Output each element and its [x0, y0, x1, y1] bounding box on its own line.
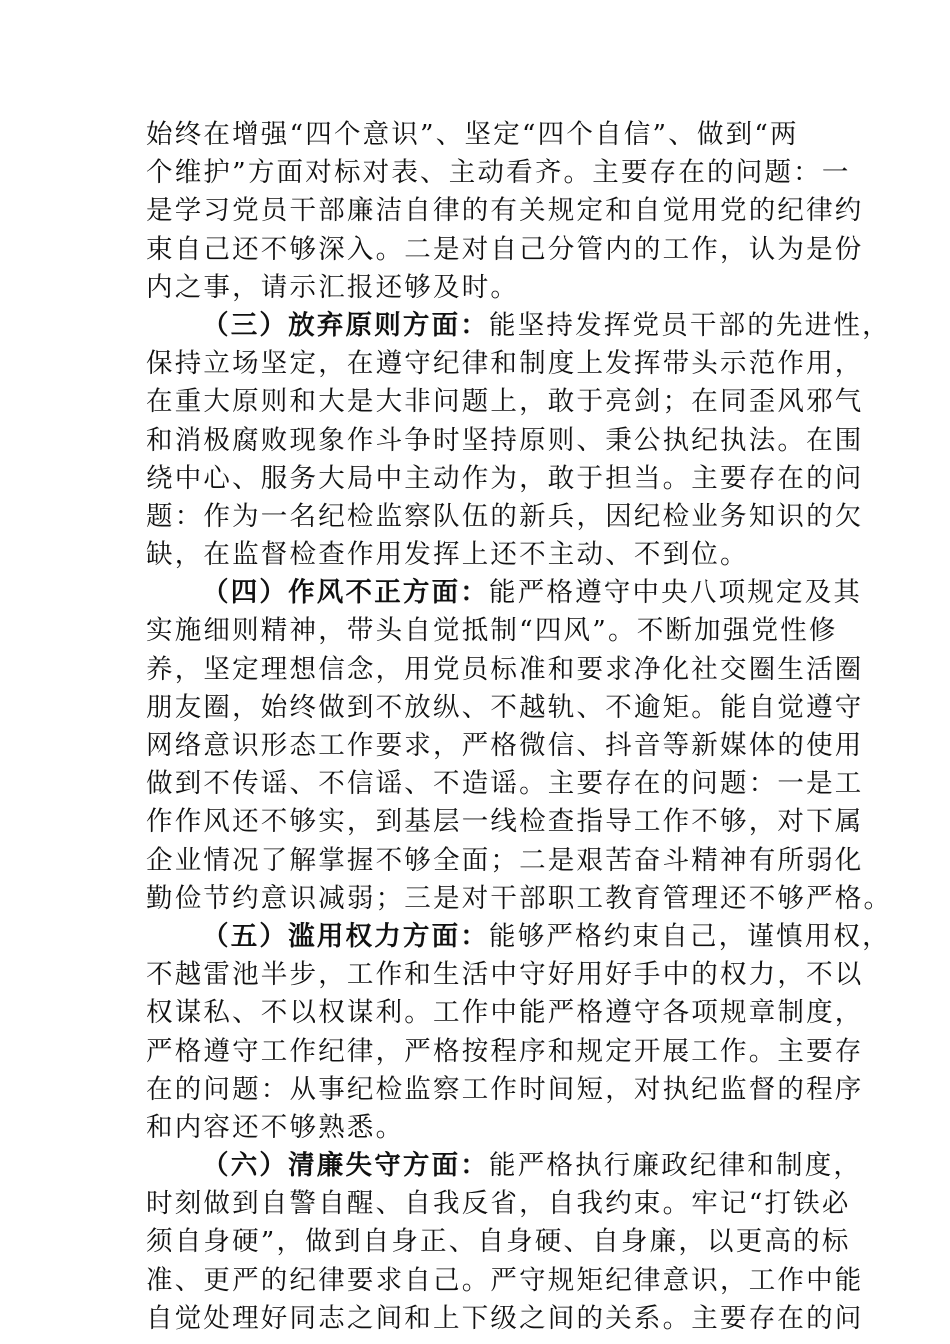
text-fragment: 能够严格约束自己，谨慎用权， — [489, 920, 891, 952]
text-line: 网络意识形态工作要求，严格微信、抖音等新媒体的使用 — [146, 730, 864, 761]
text-line: 是学习党员干部廉洁自律的有关规定和自觉用党的纪律约 — [146, 195, 864, 227]
paragraph-continuation — [146, 116, 864, 307]
text-line: 缺，在监督检查作用发挥上还不主动、不到位。 — [146, 539, 749, 571]
text-line: 须自身硬”，做到自身正、自身硬、自身廉，以更高的标 — [146, 1226, 851, 1258]
text-line: 时刻做到自警自醒、自我反省，自我约束。牢记“打铁必 — [146, 1188, 851, 1220]
text-line: 做到不传谣、不信谣、不造谣。主要存在的问题：一是工 — [146, 768, 864, 800]
text-line: 个维护”方面对标对表、主动看齐。主要存在的问题：一 — [146, 157, 851, 189]
text-line: 保持立场坚定，在遵守纪律和制度上发挥带头示范作用， — [146, 348, 864, 380]
section-heading: （五）滥用权力方面： — [202, 920, 489, 952]
section-heading: （六）清廉失守方面： — [202, 1150, 489, 1182]
paragraph-style — [146, 574, 893, 918]
paragraph-integrity — [146, 1147, 864, 1338]
paragraph-first-line — [146, 1147, 863, 1185]
text-line: 束自己还不够深入。二是对自己分管内的工作，认为是份 — [146, 233, 864, 265]
text-line: 绕中心、服务大局中主动作为，敢于担当。主要存在的问 — [146, 462, 864, 494]
text-line: 作作风还不够实，到基层一线检查指导工作不够，对下属 — [146, 806, 864, 838]
section-heading: （四）作风不正方面： — [202, 577, 489, 609]
text-line: 养，坚定理想信念，用党员标准和要求净化社交圈生活圈 — [146, 653, 864, 685]
text-line: 朋友圈，始终做到不放纵、不越轨、不逾矩。能自觉遵守 — [146, 691, 864, 723]
paragraph-first-line — [146, 918, 891, 956]
text-line: 准、更严的纪律要求自己。严守规矩纪律意识，工作中能 — [146, 1264, 864, 1296]
paragraph-power — [146, 918, 891, 1147]
text-line: 题：作为一名纪检监察队伍的新兵，因纪检业务知识的欠 — [146, 500, 864, 532]
text-fragment: 能严格遵守中央八项规定及其 — [489, 577, 863, 609]
paragraph-first-line — [146, 574, 863, 612]
text-line: 和内容还不够熟悉。 — [146, 1111, 405, 1143]
paragraph-principle — [146, 307, 891, 574]
text-line: 内之事，请示汇报还够及时。 — [146, 271, 520, 303]
text-fragment: 能坚持发挥党员干部的先进性， — [489, 309, 891, 341]
text-line: 勤俭节约意识减弱；三是对干部职工教育管理还不够严格。 — [146, 882, 893, 914]
section-heading: （三）放弃原则方面： — [202, 309, 489, 341]
paragraph-first-line — [146, 307, 891, 345]
text-line: 企业情况了解掌握不够全面；二是艰苦奋斗精神有所弱化 — [146, 844, 864, 876]
text-line: 和消极腐败现象作斗争时坚持原则、秉公执纪执法。在围 — [146, 424, 864, 456]
text-line: 不越雷池半步，工作和生活中守好用好手中的权力，不以 — [146, 959, 864, 991]
text-line: 严格遵守工作纪律，严格按程序和规定开展工作。主要存 — [146, 1035, 864, 1067]
text-fragment: 能严格执行廉政纪律和制度， — [489, 1150, 863, 1182]
text-line: 实施细则精神，带头自觉抵制“四风”。不断加强党性修 — [146, 615, 838, 647]
text-line: 自觉处理好同志之间和上下级之间的关系。主要存在的问 — [146, 1302, 864, 1334]
text-line: 在的问题：从事纪检监察工作时间短，对执纪监督的程序 — [146, 1073, 864, 1105]
text-line: 在重大原则和大是大非问题上，敢于亮剑；在同歪风邪气 — [146, 386, 864, 418]
text-line: 权谋私、不以权谋利。工作中能严格遵守各项规章制度， — [146, 997, 864, 1029]
text-line: 始终在增强“四个意识”、坚定“四个自信”、做到“两 — [146, 119, 799, 150]
document-body — [146, 116, 893, 1338]
